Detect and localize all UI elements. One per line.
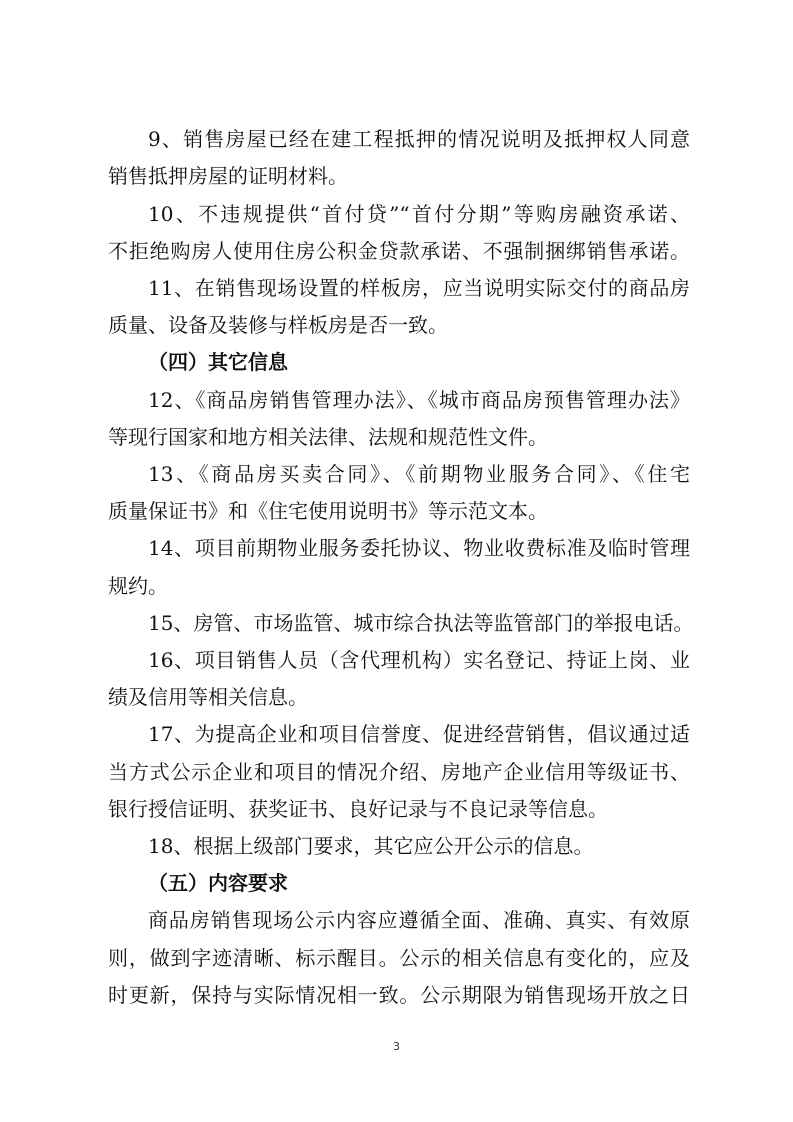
paragraph-line: 银行授信证明、获奖证书、良好记录与不良记录等信息。 [108,797,608,821]
paragraph-line: 18、根据上级部门要求，其它应公开公示的信息。 [148,834,594,858]
paragraph-line: 时更新，保持与实际情况相一致。公示期限为销售现场开放之日 [108,983,690,1007]
paragraph-line: 13、《商品房买卖合同》、《前期物业服务合同》、《住宅 [148,462,690,486]
paragraph-line: 12、《商品房销售管理办法》、《城市商品房预售管理办法》 [148,388,690,412]
paragraph-line: 17、为提高企业和项目信誉度、促进经营销售，倡议通过适 [148,722,690,746]
page-number: 3 [393,1040,400,1053]
paragraph-line: 则，做到字迹清晰、标示醒目。公示的相关信息有变化的，应及 [108,946,690,970]
paragraph-line: 16、项目销售人员（含代理机构）实名登记、持证上岗、业 [148,648,690,672]
paragraph-line: 等现行国家和地方相关法律、法规和规范性文件。 [108,425,548,449]
paragraph-line: 绩及信用等相关信息。 [108,685,308,709]
paragraph-line: 14、项目前期物业服务委托协议、物业收费标准及临时管理 [148,536,690,560]
section-heading: （五）内容要求 [148,871,288,895]
paragraph-line: 质量保证书》和《住宅使用说明书》等示范文本。 [108,499,548,523]
section-heading: （四）其它信息 [148,350,288,374]
paragraph-line: 9、销售房屋已经在建工程抵押的情况说明及抵押权人同意 [148,127,690,151]
paragraph-line: 15、房管、市场监管、城市综合执法等监管部门的举报电话。 [148,611,694,635]
paragraph-line: 不拒绝购房人使用住房公积金贷款承诺、不强制捆绑销售承诺。 [108,239,690,263]
paragraph-line: 销售抵押房屋的证明材料。 [108,164,348,188]
paragraph-line: 当方式公示企业和项目的情况介绍、房地产企业信用等级证书、 [108,760,690,784]
paragraph-line: 10、不违规提供“首付贷”“首付分期”等购房融资承诺、 [148,202,690,226]
paragraph-line: 11、在销售现场设置的样板房，应当说明实际交付的商品房 [148,276,690,300]
paragraph-line: 质量、设备及装修与样板房是否一致。 [108,313,448,337]
paragraph-line: 商品房销售现场公示内容应遵循全面、准确、真实、有效原 [148,908,690,932]
paragraph-line: 规约。 [108,574,168,598]
